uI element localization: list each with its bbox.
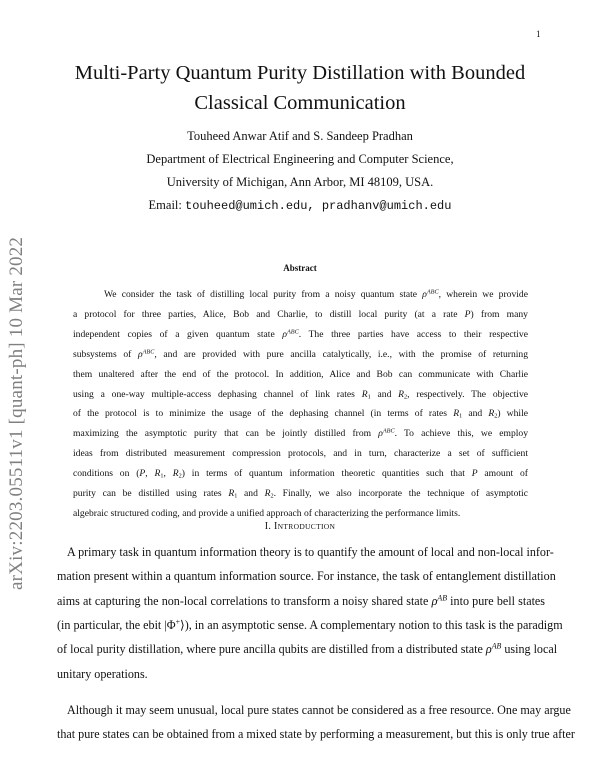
paragraph-line: unitary operations.: [57, 666, 148, 681]
paragraph-line: A primary task in quantum information theory is to quantify the amount of local and non-local infor-: [67, 545, 554, 559]
section-title: INTRODUCTION: [274, 521, 336, 532]
email-label: Email:: [148, 198, 182, 212]
email-line: [0, 198, 600, 213]
paper-title-line-2: Classical Communication: [194, 92, 406, 114]
abstract-line: conditions on (P, $R_1$, $R_2$) in terms of quantum information theoretic quantities such that P amount of: [73, 468, 529, 480]
abstract-heading: Abstract: [283, 263, 317, 273]
affiliation-university: University of Michigan, Ann Arbor, MI 48109, USA.: [166, 175, 434, 189]
paragraph-line: aims at capturing the non-local correlations to transform a noisy shared state $\rho^{AB}$ into pure bell states: [57, 592, 545, 608]
affiliation-department: Department of Electrical Engineering and Computer Science,: [146, 152, 454, 166]
paragraph-line: of local purity distillation, where pure ancilla qubits are distilled from a distributed state $\rho^{AB}$ using local: [57, 641, 558, 657]
abstract-line: independent copies of a given quantum state $\rho^{ABC}$. The three parties have access to their respective: [73, 328, 528, 340]
paragraph-line: mation present within a quantum information source. For instance, the task of entanglement distillation: [57, 569, 556, 584]
abstract-line: using a one-way multiple-access dephasing channel of link rates $R_1$ and $R_2$, respectively. The objective: [73, 388, 528, 401]
arxiv-identifier-stamp: arXiv:2203.05511v1 [quant-ph] 10 Mar 2022: [6, 236, 27, 590]
abstract-line: of the protocol is to minimize the usage of the dephasing channel (in terms of rates $R_1$ and $R_2$) while: [73, 408, 528, 420]
authors: Touheed Anwar Atif and S. Sandeep Pradhan: [187, 129, 413, 143]
paragraph-line: Although it may seem unusual, local pure states cannot be considered as a free resource. One may argue: [67, 702, 571, 717]
abstract-line: subsystems of $\rho^{ABC}$, and are provided with pure ancilla catalytically, i.e., with the promise of returning: [73, 347, 529, 360]
section-heading-introduction: [0, 521, 600, 532]
abstract-line: maximizing the asymptotic purity that can be jointly distilled from $\rho^{ABC}$. To achieve this, we employ: [73, 427, 528, 440]
paragraph-line: that pure states can be obtained from a mixed state by performing a measurement, but this is only true after: [57, 727, 575, 742]
paper-title-line-1: Multi-Party Quantum Purity Distillation with Bounded: [74, 62, 526, 84]
section-number: I.: [264, 521, 272, 532]
abstract-line: a protocol for three parties, Alice, Bob and Charlie, to distill local purity (at a rate P) from many: [73, 308, 528, 320]
abstract-line: purity can be distilled using rates $R_1$ and $R_2$. Finally, we also incorporate the technique of asymptotic: [73, 488, 528, 500]
abstract-line: We consider the task of distilling local purity from a noisy quantum state $\rho^{ABC}$, wherein we provide: [104, 288, 528, 300]
abstract-line: ideas from distributed measurement compression protocols, and in turn, characterize a set of sufficient: [73, 448, 528, 460]
abstract-line: algebraic structured coding, and provide a unified approach of characterizing the performance limits.: [73, 507, 461, 519]
abstract-line: them unaltered after the end of the protocol. In addition, Alice and Bob can communicate with Charlie: [73, 368, 528, 380]
email-addresses[interactable]: touheed@umich.edu, pradhanv@umich.edu: [185, 199, 452, 213]
page-number: 1: [536, 29, 541, 39]
paragraph-line: (in particular, the ebit |Φ+⟩), in an asymptotic sense. A complementary notion to this task is the paradigm: [57, 617, 563, 632]
